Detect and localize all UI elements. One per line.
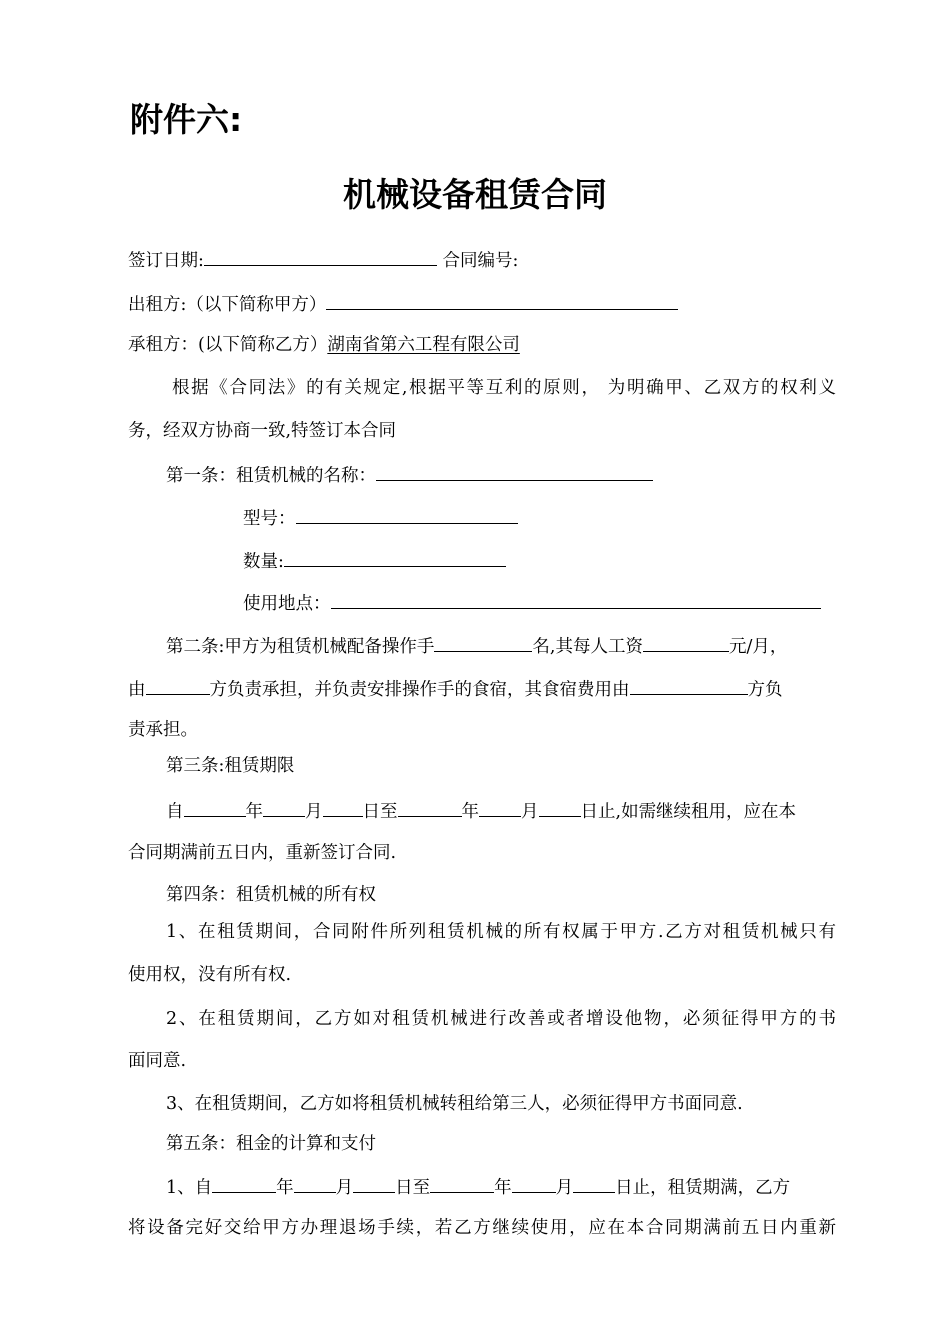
model-line [243, 505, 518, 531]
article-4-item-1-line-1: 1、在租赁期间，合同附件所列租赁机械的所有权属于甲方.乙方对租赁机械只有 [166, 922, 836, 942]
quantity-label: 数量: [243, 552, 284, 572]
article-4-title: 第四条：租赁机械的所有权 [166, 885, 376, 905]
article-2-text-b: 名,其每人工资 [532, 637, 643, 657]
month-label: 月 [521, 802, 539, 822]
year-label: 年 [494, 1178, 512, 1198]
intro-line-1: 根据《合同法》的有关规定,根据平等互利的原则， 为明确甲、乙双方的权利义 [172, 378, 836, 398]
lessee-label: 承租方：(以下简称乙方） [128, 335, 328, 355]
article-2-text-c: 元/月， [728, 637, 788, 657]
sign-date-blank[interactable] [204, 247, 437, 266]
model-label: 型号： [243, 509, 296, 529]
wage-party-blank[interactable] [146, 676, 210, 695]
article-2-line-3: 责承担。 [128, 720, 198, 740]
year-label: 年 [461, 802, 479, 822]
article-4-item-1-line-2: 使用权，没有所有权. [128, 965, 292, 985]
attachment-heading: 附件六: [130, 100, 243, 139]
location-line [243, 590, 821, 616]
article-3-title: 第三条:租赁期限 [166, 756, 295, 776]
start-month-blank[interactable] [263, 798, 305, 817]
a5-start-year-blank[interactable] [212, 1174, 276, 1193]
quantity-blank[interactable] [284, 548, 506, 567]
location-label: 使用地点： [243, 594, 331, 614]
article-1-label: 第一条：租赁机械的名称： [166, 466, 376, 486]
year-label: 年 [245, 802, 263, 822]
article-3-line-1 [166, 798, 796, 824]
a5-end-month-blank[interactable] [512, 1174, 556, 1193]
article-4-item-2-line-1: 2、在租赁期间，乙方如对租赁机械进行改善或者增设他物，必须征得甲方的书 [166, 1009, 836, 1029]
article-4-item-2-line-2: 面同意. [128, 1051, 187, 1071]
article-2-line-2 [128, 676, 783, 702]
end-year-blank[interactable] [398, 798, 462, 817]
article-5-item-1-line-2: 将设备完好交给甲方办理退场手续，若乙方继续使用，应在本合同期满前五日内重新 [128, 1218, 836, 1238]
lodging-party-blank[interactable] [630, 676, 748, 695]
article-5-item-1-start: 1、自 [166, 1178, 213, 1198]
from-label: 自 [166, 802, 184, 822]
a5-start-month-blank[interactable] [294, 1174, 336, 1193]
month-label: 月 [335, 1178, 354, 1198]
article-2-text-a: 第二条:甲方为租赁机械配备操作手 [166, 637, 435, 657]
lessor-blank[interactable] [326, 291, 678, 310]
day-to-label: 日至 [395, 1178, 431, 1198]
year-label: 年 [276, 1178, 294, 1198]
contract-title: 机械设备租赁合同 [343, 175, 607, 214]
a5-start-day-blank[interactable] [353, 1174, 395, 1193]
article-5-item-1-end: 日止，租赁期满，乙方 [615, 1178, 791, 1198]
month-label: 月 [305, 802, 323, 822]
article-3-line-2: 合同期满前五日内，重新签订合同. [128, 843, 397, 863]
article-4-item-3: 3、在租赁期间，乙方如将租赁机械转租给第三人，必须征得甲方书面同意. [166, 1094, 743, 1114]
intro-line-2: 务，经双方协商一致,特签订本合同 [128, 421, 397, 441]
lessee-line [128, 333, 520, 357]
a5-end-year-blank[interactable] [430, 1174, 494, 1193]
article-5-item-1-line-1 [166, 1174, 790, 1200]
location-blank[interactable] [331, 590, 821, 609]
lessor-line [128, 291, 678, 317]
month-label: 月 [555, 1178, 574, 1198]
a5-end-day-blank[interactable] [573, 1174, 615, 1193]
quantity-line [243, 548, 506, 574]
lessor-label: 出租方:（以下简称甲方） [128, 295, 327, 315]
contract-number-label: 合同编号: [442, 251, 519, 271]
day-to-label: 日至 [362, 802, 398, 822]
article-3-end: 日止,如需继续租用，应在本 [580, 802, 797, 822]
end-day-blank[interactable] [539, 798, 581, 817]
operator-count-blank[interactable] [434, 633, 532, 652]
start-year-blank[interactable] [184, 798, 246, 817]
sign-date-label: 签订日期: [128, 251, 204, 271]
article-2-line-1 [166, 633, 787, 659]
lessee-name: 湖南省第六工程有限公司 [327, 335, 520, 355]
equipment-name-blank[interactable] [376, 462, 653, 481]
end-month-blank[interactable] [479, 798, 521, 817]
start-day-blank[interactable] [323, 798, 363, 817]
wage-blank[interactable] [643, 633, 729, 652]
article-1-line [166, 462, 653, 488]
article-2-text-e: 方负责承担，并负责安排操作手的食宿，其食宿费用由 [209, 680, 630, 700]
article-2-text-f: 方负 [747, 680, 783, 700]
article-5-title: 第五条：租金的计算和支付 [166, 1134, 376, 1154]
model-blank[interactable] [296, 505, 518, 524]
sign-date-line [128, 247, 518, 273]
article-2-text-d: 由 [128, 680, 146, 700]
